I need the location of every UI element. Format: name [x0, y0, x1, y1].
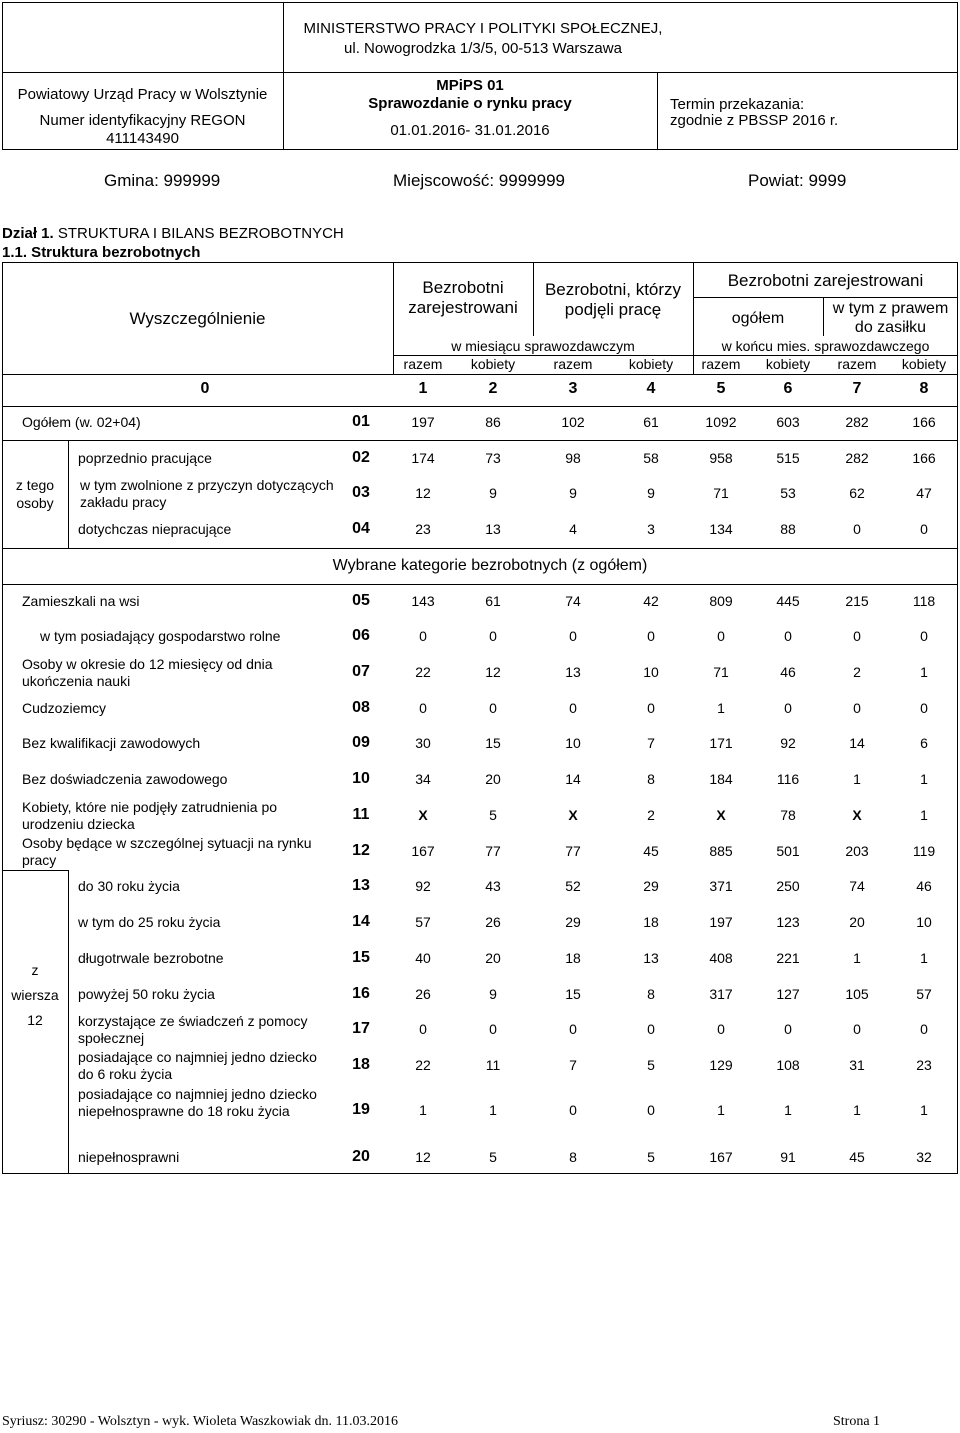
cell-value: 0 [569, 1102, 577, 1118]
cell-value: 143 [411, 593, 435, 609]
cell-value: 1 [920, 1102, 928, 1118]
cell-value: 88 [780, 521, 796, 537]
grid-line [68, 440, 69, 548]
cell-value: 1 [853, 1102, 861, 1118]
cell-value: 0 [784, 1021, 792, 1037]
row-label: Kobiety, które nie podjęły zatrudnienia po urodzeniu dziecka [22, 799, 278, 832]
cell-value: 31 [849, 1057, 865, 1073]
cell-value: 5 [647, 1149, 655, 1165]
cell-value: 10 [565, 735, 581, 751]
column-number: 1 [418, 380, 428, 397]
subhead-razem: razem [403, 356, 443, 372]
cell-value: 7 [569, 1057, 577, 1073]
cell-value: 61 [485, 593, 501, 609]
subhead-kobiety: kobiety [765, 356, 811, 372]
cell-value: 1 [489, 1102, 497, 1118]
row-number: 08 [352, 699, 370, 716]
group-z-wiersza-1: z [31, 962, 39, 978]
cell-value: 118 [912, 593, 936, 609]
report-code: MPiPS 01 [436, 77, 504, 94]
cell-value: 57 [415, 914, 431, 930]
cell-value: 0 [419, 628, 427, 644]
cell-value: 9 [489, 986, 497, 1002]
row-label: Osoby będące w szczególnej sytuacji na rynku pracy [22, 835, 312, 868]
cell-value: 92 [415, 878, 431, 894]
cell-value: 77 [565, 843, 581, 859]
cell-value: 221 [776, 950, 800, 966]
cell-value: 184 [709, 771, 733, 787]
cell-value: 119 [912, 843, 936, 859]
cell-value: 3 [647, 521, 655, 537]
cell-value: 0 [569, 628, 577, 644]
cell-value: 0 [853, 521, 861, 537]
row-label: posiadające co najmniej jedno dziecko niepełnosprawne do 18 roku życia [78, 1085, 317, 1119]
row-label: Cudzoziemcy [22, 700, 107, 716]
cell-value: 14 [849, 735, 865, 751]
footer-right: Strona 1 [833, 1414, 881, 1429]
cell-value: 18 [565, 950, 581, 966]
cell-value: 20 [485, 771, 501, 787]
cell-value: 8 [647, 771, 655, 787]
header-divider [657, 72, 658, 150]
row-number: 14 [352, 913, 370, 930]
cell-value: 215 [845, 593, 869, 609]
row-label: Zamieszkali na wsi [22, 593, 140, 609]
cell-value: 12 [485, 664, 501, 680]
row-number: 17 [352, 1020, 370, 1037]
cell-value: 47 [916, 485, 932, 501]
cell-value: 9 [647, 485, 655, 501]
cell-value: 197 [709, 914, 733, 930]
row-label: korzystające ze świadczeń z pomocy społecznej [78, 1013, 308, 1046]
cell-value: 40 [415, 950, 431, 966]
cell-value: 0 [419, 1021, 427, 1037]
cell-value: 129 [709, 1057, 733, 1073]
cell-value: 74 [849, 878, 865, 894]
cell-value: 71 [713, 485, 729, 501]
row-number: 07 [352, 663, 370, 680]
row-label: dotychczas niepracujące [78, 521, 232, 537]
cell-value: 53 [780, 485, 796, 501]
col-header-zarejestrowani-end: Bezrobotni zarejestrowani [727, 271, 924, 290]
row-number: 18 [352, 1056, 370, 1073]
row-number: 02 [352, 449, 370, 466]
col-header-podjeli-1: Bezrobotni, którzy [544, 280, 682, 299]
cell-value: 15 [565, 986, 581, 1002]
header-divider [2, 72, 958, 73]
cell-value: 74 [565, 593, 581, 609]
cell-value: 62 [849, 485, 865, 501]
grid-line [2, 374, 958, 375]
cell-value: 0 [647, 700, 655, 716]
cell-value: 174 [411, 450, 435, 466]
cell-value: 0 [920, 628, 928, 644]
cell-value: 0 [569, 700, 577, 716]
cell-value: 317 [709, 986, 733, 1002]
row-number: 15 [352, 949, 370, 966]
col-header-prawem-2: do zasiłku [854, 319, 927, 336]
cell-value: 1 [419, 1102, 427, 1118]
row-number: 03 [352, 484, 370, 501]
row-label: powyżej 50 roku życia [78, 986, 215, 1002]
cell-value: X [568, 807, 578, 823]
grid-line [68, 870, 69, 1174]
cell-value: 197 [411, 414, 435, 430]
row-number: 06 [352, 627, 370, 644]
office-name: Powiatowy Urząd Pracy w Wolsztynie [17, 86, 268, 103]
cell-value: 0 [489, 1021, 497, 1037]
cell-value: 408 [709, 950, 733, 966]
ministry-address: ul. Nowogrodzka 1/3/5, 00-513 Warszawa [344, 40, 622, 57]
cell-value: 42 [643, 593, 659, 609]
row-number: 09 [352, 734, 370, 751]
cell-value: X [418, 807, 428, 823]
deadline-value: zgodnie z PBSSP 2016 r. [670, 112, 839, 129]
report-period: 01.01.2016- 31.01.2016 [390, 122, 550, 139]
cell-value: 0 [647, 1102, 655, 1118]
cell-value: 116 [776, 771, 800, 787]
cell-value: X [852, 807, 862, 823]
cell-value: 26 [415, 986, 431, 1002]
cell-value: 43 [485, 878, 501, 894]
cell-value: 11 [485, 1057, 501, 1073]
cell-value: 5 [647, 1057, 655, 1073]
row-number: 11 [352, 806, 370, 823]
col-header-ogolem: ogółem [731, 310, 785, 327]
cell-value: 57 [916, 986, 932, 1002]
cell-value: 0 [920, 700, 928, 716]
cell-value: 282 [845, 414, 869, 430]
row-label: Bez kwalifikacji zawodowych [22, 735, 201, 751]
cell-value: 250 [776, 878, 800, 894]
cell-value: 86 [485, 414, 501, 430]
cell-value: 203 [845, 843, 869, 859]
cell-value: 0 [784, 628, 792, 644]
row-label: w tym posiadający gospodarstwo rolne [40, 628, 281, 644]
footer-left: Syriusz: 30290 - Wolsztyn - wyk. Wioleta Waszkowiak dn. 11.03.2016 [2, 1414, 399, 1429]
cell-value: 45 [643, 843, 659, 859]
subhead-kobiety: kobiety [628, 356, 674, 372]
subhead-kobiety: kobiety [901, 356, 947, 372]
cell-value: 105 [845, 986, 869, 1002]
row-number: 20 [352, 1148, 370, 1165]
regon-value: 411143490 [106, 130, 179, 147]
row-number: 16 [352, 985, 370, 1002]
row-label: poprzednio pracujące [78, 450, 212, 466]
cell-value: 282 [845, 450, 869, 466]
cell-value: 20 [485, 950, 501, 966]
cell-value: 4 [569, 521, 577, 537]
gmina: Gmina: 999999 [104, 171, 221, 190]
row-label: w tym do 25 roku życia [78, 914, 221, 930]
cell-value: 14 [565, 771, 581, 787]
cell-value: 10 [643, 664, 659, 680]
cell-value: 29 [565, 914, 581, 930]
subhead-kobiety: kobiety [470, 356, 516, 372]
cell-value: 0 [920, 1021, 928, 1037]
cell-value: 12 [415, 1149, 431, 1165]
col-header-prawem-1: w tym z prawem [832, 300, 949, 317]
miejscowosc: Miejscowość: 9999999 [393, 171, 565, 190]
column-number: 4 [646, 380, 656, 397]
cell-value: 34 [415, 771, 431, 787]
cell-value: 58 [643, 450, 659, 466]
section-title [2, 225, 344, 242]
cell-value: 1 [784, 1102, 792, 1118]
row-label: do 30 roku życia [78, 878, 180, 894]
dzial-number: Dział 1. [2, 225, 54, 242]
cell-value: 0 [647, 628, 655, 644]
cell-value: 29 [643, 878, 659, 894]
dzial-title: STRUKTURA I BILANS BEZROBOTNYCH [57, 225, 344, 242]
cell-value: 0 [647, 1021, 655, 1037]
cell-value: 0 [920, 521, 928, 537]
cell-value: 7 [647, 735, 655, 751]
group-z-tego-2: osoby [16, 495, 54, 511]
subhead-razem: razem [553, 356, 593, 372]
cell-value: 1 [920, 950, 928, 966]
cell-value: 52 [565, 878, 581, 894]
cell-value: 61 [643, 414, 659, 430]
col-header-podjeli-2: podjęli pracę [564, 300, 662, 319]
cell-value: 0 [489, 700, 497, 716]
cell-value: 501 [776, 843, 800, 859]
cell-value: 9 [569, 485, 577, 501]
cell-value: 0 [853, 700, 861, 716]
cell-value: 1 [853, 950, 861, 966]
cell-value: 78 [780, 807, 796, 823]
group-z-wiersza-3: 12 [27, 1012, 43, 1028]
cell-value: 1092 [705, 414, 737, 430]
cell-value: 445 [776, 593, 800, 609]
ministry-name: MINISTERSTWO PRACY I POLITYKI SPOŁECZNEJ, [303, 20, 663, 37]
categories-title: Wybrane kategorie bezrobotnych (z ogółem) [332, 557, 648, 574]
cell-value: 20 [849, 914, 865, 930]
cell-value: 9 [489, 485, 497, 501]
grid-line [693, 297, 958, 298]
cell-value: 10 [916, 914, 932, 930]
cell-value: 0 [717, 628, 725, 644]
cell-value: 1 [717, 700, 725, 716]
cell-value: 2 [647, 807, 655, 823]
cell-value: 515 [776, 450, 800, 466]
cell-value: 46 [780, 664, 796, 680]
row-label: w tym zwolnione z przyczyn dotyczących zakładu pracy [80, 477, 334, 510]
row-label: Ogółem (w. 02+04) [22, 414, 141, 430]
cell-value: 371 [709, 878, 733, 894]
cell-value: 13 [485, 521, 501, 537]
col-header-zarejestrowani-2: zarejestrowani [408, 298, 518, 317]
cell-value: 102 [561, 414, 585, 430]
cell-value: 32 [916, 1149, 932, 1165]
cell-value: 134 [709, 521, 733, 537]
cell-value: X [716, 807, 726, 823]
cell-value: 1 [920, 807, 928, 823]
row-number: 13 [352, 877, 370, 894]
cell-value: 809 [709, 593, 733, 609]
column-number: 0 [200, 380, 210, 397]
cell-value: 22 [415, 664, 431, 680]
grid-line [2, 870, 68, 871]
cell-value: 92 [780, 735, 796, 751]
cell-value: 5 [489, 807, 497, 823]
cell-value: 166 [912, 414, 936, 430]
cell-value: 603 [776, 414, 800, 430]
cell-value: 0 [419, 700, 427, 716]
cell-value: 77 [485, 843, 501, 859]
cell-value: 23 [415, 521, 431, 537]
cell-value: 0 [489, 628, 497, 644]
cell-value: 0 [853, 628, 861, 644]
cell-value: 108 [776, 1057, 800, 1073]
cell-value: 6 [920, 735, 928, 751]
row-number: 10 [352, 770, 370, 787]
regon-label: Numer identyfikacyjny REGON [39, 112, 246, 129]
cell-value: 71 [713, 664, 729, 680]
grid-line [2, 584, 958, 585]
deadline-label: Termin przekazania: [670, 96, 805, 113]
cell-value: 73 [485, 450, 501, 466]
col-header-wyszczegolnienie: Wyszczególnienie [129, 309, 266, 328]
cell-value: 0 [717, 1021, 725, 1037]
column-number: 7 [852, 380, 862, 397]
subhead-razem: razem [701, 356, 741, 372]
row-number: 04 [352, 520, 370, 537]
column-number: 5 [716, 380, 726, 397]
cell-value: 123 [776, 914, 800, 930]
cell-value: 8 [569, 1149, 577, 1165]
cell-value: 91 [780, 1149, 796, 1165]
cell-value: 885 [709, 843, 733, 859]
column-number: 3 [568, 380, 578, 397]
row-label: posiadające co najmniej jedno dziecko do 6 roku życia [78, 1049, 317, 1082]
row-number: 05 [352, 592, 370, 609]
cell-value: 8 [647, 986, 655, 1002]
grid-line [2, 406, 958, 407]
cell-value: 171 [709, 735, 733, 751]
grid-line [2, 440, 958, 441]
row-label: długotrwale bezrobotne [78, 950, 224, 966]
row-label: Bez doświadczenia zawodowego [22, 771, 228, 787]
powiat: Powiat: 9999 [748, 171, 847, 190]
subhead-razem: razem [837, 356, 877, 372]
cell-value: 18 [643, 914, 659, 930]
group-z-wiersza-2: wiersza [11, 987, 59, 1003]
cell-value: 2 [853, 664, 861, 680]
grid-line [2, 548, 958, 549]
cell-value: 98 [565, 450, 581, 466]
cell-value: 23 [916, 1057, 932, 1073]
column-number: 6 [783, 380, 793, 397]
cell-value: 15 [485, 735, 501, 751]
row-label: Osoby w okresie do 12 miesięcy od dnia ukończenia nauki [22, 656, 273, 689]
cell-value: 166 [912, 450, 936, 466]
group-z-tego-1: z tego [15, 477, 55, 493]
col-header-zarejestrowani-1: Bezrobotni [422, 278, 504, 297]
cell-value: 167 [411, 843, 435, 859]
cell-value: 13 [565, 664, 581, 680]
column-number: 8 [919, 380, 929, 397]
subsection-title: 1.1. Struktura bezrobotnych [2, 244, 201, 261]
cell-value: 12 [415, 485, 431, 501]
cell-value: 5 [489, 1149, 497, 1165]
column-number: 2 [488, 380, 498, 397]
report-title: Sprawozdanie o rynku pracy [368, 95, 572, 112]
cell-value: 0 [853, 1021, 861, 1037]
col-header-w-koncu: w końcu mies. sprawozdawczego [721, 338, 930, 354]
cell-value: 13 [643, 950, 659, 966]
col-header-w-miesiacu: w miesiącu sprawozdawczym [451, 338, 635, 354]
cell-value: 26 [485, 914, 501, 930]
cell-value: 1 [853, 771, 861, 787]
cell-value: 22 [415, 1057, 431, 1073]
row-label: niepełnosprawni [78, 1149, 180, 1165]
cell-value: 1 [920, 771, 928, 787]
cell-value: 45 [849, 1149, 865, 1165]
cell-value: 0 [784, 700, 792, 716]
cell-value: 127 [776, 986, 800, 1002]
cell-value: 46 [916, 878, 932, 894]
cell-value: 958 [709, 450, 733, 466]
cell-value: 167 [709, 1149, 733, 1165]
cell-value: 0 [569, 1021, 577, 1037]
row-number: 12 [352, 842, 370, 859]
cell-value: 1 [920, 664, 928, 680]
row-number: 19 [352, 1101, 370, 1118]
cell-value: 30 [415, 735, 431, 751]
row-number: 01 [352, 413, 370, 430]
cell-value: 1 [717, 1102, 725, 1118]
